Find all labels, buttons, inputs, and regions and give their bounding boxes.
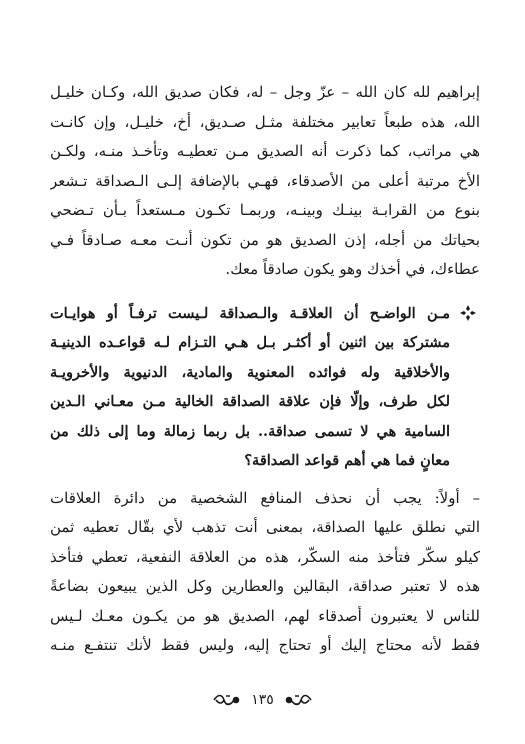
bullet-text bbox=[50, 299, 450, 476]
text-line: لكل طرف، وإلّا فإن علاقة الصداقة الخالية مـن معـاني الـدين bbox=[50, 393, 450, 410]
text-line: التي نطلق عليها الصداقة، بمعنى أنت تذهب لأي بقّال تعطيه ثمن bbox=[50, 518, 480, 536]
text-line: بنوع من القرابـة بينـك وبينـه، وربمـا تكـون مـستعداً بـأن تـضحي bbox=[50, 201, 480, 219]
ornament-icon bbox=[212, 693, 240, 707]
text-line: والأخلاقية وله فوائده المعنوية والمادية، الدنيوية والأخرويـة bbox=[50, 363, 450, 381]
paragraph-1 bbox=[50, 78, 480, 285]
page-footer bbox=[0, 690, 525, 708]
ornament-icon bbox=[285, 693, 313, 707]
text-line: معانٍ فما هي أهم قواعد الصداقة؟ bbox=[244, 452, 450, 469]
text-line: مشتركة بين اثنين أو أكثـر بـل هـي التـزام لـه قواعـده الدينيـة bbox=[50, 334, 450, 351]
text-line: عطاءك، في أخذك وهو يكون صادقاً معك. bbox=[225, 260, 480, 278]
text-line: السامية هي لا تسمى صداقة.. بل ربما زمالة وما إلى ذلك من bbox=[50, 422, 450, 440]
text-line: – أولاً: يجب أن نحذف المنافع الشخصية من دائرة العلاقات bbox=[50, 488, 480, 507]
bullet-paragraph bbox=[50, 299, 480, 476]
text-line: كيلو سكّر فتأخذ منه السكّر، هذه من العلاقة النفعية، تعطي فتأخذ bbox=[50, 547, 480, 566]
text-line: فقط لأنه محتاج إليك أو تحتاج إليه، وليس فقط لأنك تنتفـع منـه bbox=[50, 636, 480, 654]
text-line: للناس لا يعتبرون أصدقاء لهم، الصديق هو من يكـون معـك لـيس bbox=[50, 606, 480, 625]
text-line: هذه لا تعتبر صداقة، البقالين والعطارين وكل الذين يبيعون بضاعةً bbox=[50, 577, 480, 595]
text-line: الأخ مرتبة أعلى من الأصدقاء، فهـي بالإضافة إلـى الـصداقة تـشعر bbox=[50, 171, 480, 190]
text-line: مـن الواضـح أن العلاقـة والـصداقة لـيست ترفـاً أو هوايـات bbox=[50, 304, 450, 322]
page-content bbox=[50, 78, 480, 661]
text-line: بحياتك من أجله، إذن الصديق هو من تكون أنـت معـه صـادقاً فـي bbox=[50, 230, 480, 249]
paragraph-2 bbox=[50, 484, 480, 661]
text-line: الله، هذه طبعاً تعابير مختلفة مثـل صـديق، أخ، خليـل، وإن كانـت bbox=[50, 112, 480, 131]
diamond-bullet-icon bbox=[460, 305, 476, 321]
text-line: هي مراتب، كما ذكرت أنه الصديق مـن تعطيـه وتأخـذ منـه، ولكـن bbox=[50, 142, 480, 160]
page-number: ١٣٥ bbox=[251, 692, 274, 708]
text-line: إبراهيم لله كان الله – عزّ وجل – له، فكان صديق الله، وكـان خليـل bbox=[50, 83, 480, 101]
